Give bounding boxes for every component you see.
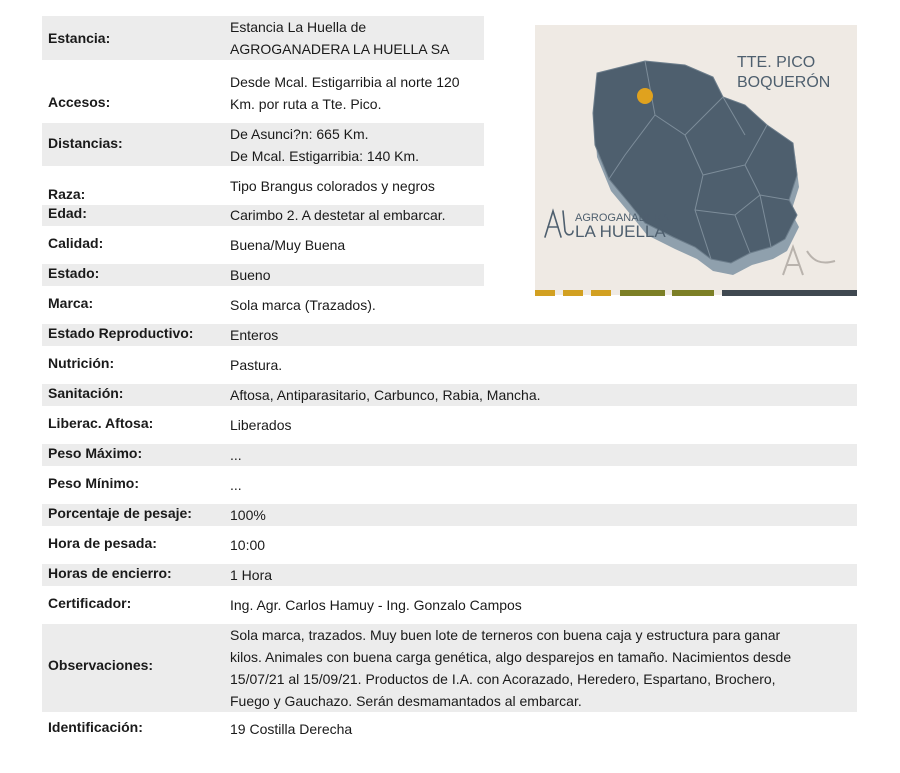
row-label: Estado: <box>48 265 100 281</box>
color-stripe <box>563 290 583 296</box>
row-value: Carimbo 2. A destetar al embarcar. <box>230 207 446 223</box>
brand-mark-icon <box>545 211 573 237</box>
paraguay-map-illustration <box>535 25 857 295</box>
row-value-line: Fuego y Gauchazo. Serán desmamantados al embarcar. <box>230 693 582 709</box>
color-stripe <box>620 290 665 296</box>
table-row <box>42 294 484 316</box>
row-label: Horas de encierro: <box>48 565 172 581</box>
table-row <box>42 16 484 60</box>
row-value <box>230 16 449 60</box>
row-label: Identificación: <box>48 719 143 735</box>
table-row <box>42 384 857 406</box>
table-row <box>42 234 484 256</box>
row-value: ... <box>230 447 242 463</box>
row-label: Estado Reproductivo: <box>48 325 194 341</box>
table-row <box>42 504 857 526</box>
row-label: Hora de pesada: <box>48 535 157 551</box>
row-value-line: 15/07/21 al 15/09/21. Productos de I.A. con Acorazado, Heredero, Espartano, Brochero, <box>230 671 776 687</box>
row-value-line: AGROGANADERA LA HUELLA SA <box>230 41 450 57</box>
table-row <box>42 70 484 118</box>
row-value-line: Km. por ruta a Tte. Pico. <box>230 96 382 112</box>
row-value: Aftosa, Antiparasitario, Carbunco, Rabia, Mancha. <box>230 387 541 403</box>
row-label: Sanitación: <box>48 385 124 401</box>
table-row <box>42 564 857 586</box>
row-label: Calidad: <box>48 235 104 251</box>
row-label: Distancias: <box>48 135 123 151</box>
row-value-line: Sola marca, trazados. Muy buen lote de terneros con buena caja y estructura para ganar <box>230 627 781 643</box>
row-label: Observaciones: <box>48 657 154 673</box>
table-row <box>42 205 484 226</box>
map-panel <box>535 25 857 295</box>
table-row <box>42 264 484 286</box>
row-label: Peso Mínimo: <box>48 475 140 491</box>
table-row <box>42 354 857 376</box>
row-value: Sola marca (Trazados). <box>230 297 376 313</box>
table-row <box>42 594 857 616</box>
color-stripe <box>672 290 714 296</box>
region-label-line1: TTE. PICO <box>737 54 816 71</box>
table-row <box>42 474 857 496</box>
watermark-mark-icon <box>783 247 835 275</box>
row-value: Ing. Agr. Carlos Hamuy - Ing. Gonzalo Campos <box>230 597 522 613</box>
color-stripe <box>591 290 611 296</box>
row-value: Enteros <box>230 327 279 343</box>
table-row <box>42 718 857 740</box>
row-value: Pastura. <box>230 357 283 373</box>
row-label: Porcentaje de pesaje: <box>48 505 192 521</box>
row-label: Liberac. Aftosa: <box>48 415 154 431</box>
brand-line1: AGROGANADERA <box>575 212 670 224</box>
row-value-line: Desde Mcal. Estigarribia al norte 120 <box>230 74 460 90</box>
table-row <box>42 174 484 204</box>
row-value: 19 Costilla Derecha <box>230 721 353 737</box>
row-value <box>230 71 460 115</box>
row-label: Peso Máximo: <box>48 445 143 461</box>
row-value-line: Estancia La Huella de <box>230 19 367 35</box>
row-value: Liberados <box>230 417 292 433</box>
row-label: Accesos: <box>48 94 111 110</box>
table-row <box>42 624 857 712</box>
row-label: Raza: <box>48 186 86 202</box>
table-row <box>42 324 857 346</box>
row-value <box>230 624 791 712</box>
row-label: Estancia: <box>48 30 111 46</box>
row-label: Marca: <box>48 295 94 311</box>
brand-color-stripes <box>535 290 857 296</box>
row-value <box>230 123 419 167</box>
row-label: Nutrición: <box>48 355 115 371</box>
row-value-line: De Mcal. Estigarribia: 140 Km. <box>230 148 420 164</box>
row-value: Bueno <box>230 267 271 283</box>
table-row <box>42 123 484 166</box>
brand-line2: LA HUELLA <box>575 222 666 241</box>
row-value-line: De Asunci?n: 665 Km. <box>230 126 369 142</box>
row-value: 100% <box>230 507 266 523</box>
color-stripe <box>722 290 857 296</box>
region-label-line2: BOQUERÓN <box>737 74 831 91</box>
color-stripe <box>535 290 555 296</box>
table-row <box>42 534 857 556</box>
row-value: 10:00 <box>230 537 266 553</box>
row-value: Buena/Muy Buena <box>230 237 346 253</box>
row-value: Tipo Brangus colorados y negros <box>230 178 435 194</box>
row-value-line: kilos. Animales con buena carga genética, algo desparejos en tamaño. Nacimientos desde <box>230 649 792 665</box>
table-row <box>42 414 857 436</box>
location-marker <box>637 88 653 104</box>
row-label: Certificador: <box>48 595 132 611</box>
row-label: Edad: <box>48 205 87 221</box>
table-row <box>42 444 857 466</box>
row-value: ... <box>230 477 242 493</box>
row-value: 1 Hora <box>230 567 273 583</box>
